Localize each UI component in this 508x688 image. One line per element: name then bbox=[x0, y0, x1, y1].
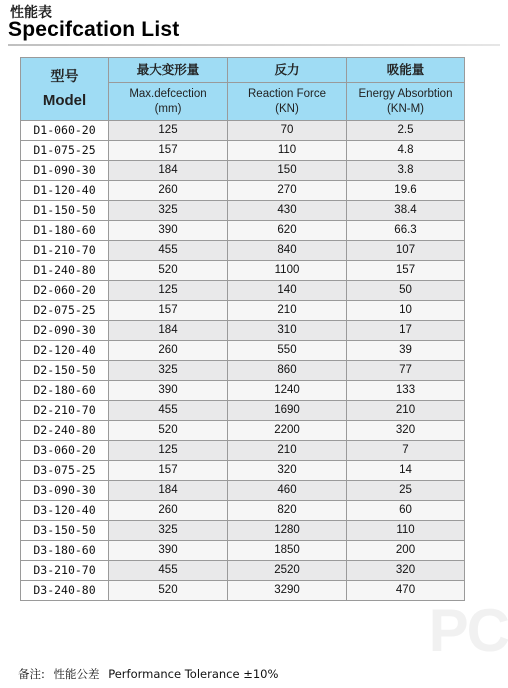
reaction-force-header-unit: (KN) bbox=[275, 102, 299, 115]
model-cell: D2-060-20 bbox=[21, 281, 109, 301]
note-label: 备注: bbox=[18, 667, 45, 681]
deflection-cell: 325 bbox=[109, 201, 228, 221]
energy-absorption-cell: 200 bbox=[347, 541, 465, 561]
table-row bbox=[21, 501, 465, 521]
model-column-header bbox=[21, 58, 109, 121]
table-row bbox=[21, 461, 465, 481]
deflection-cell: 184 bbox=[109, 321, 228, 341]
reaction-force-cell: 3290 bbox=[228, 581, 347, 601]
deflection-header-unit: (mm) bbox=[154, 102, 182, 115]
energy-absorption-cell: 66.3 bbox=[347, 221, 465, 241]
reaction-force-header-en bbox=[228, 83, 347, 121]
energy-absorption-cell: 60 bbox=[347, 501, 465, 521]
energy-absorption-cell: 110 bbox=[347, 521, 465, 541]
model-cell: D2-180-60 bbox=[21, 381, 109, 401]
model-cell: D2-150-50 bbox=[21, 361, 109, 381]
energy-absorption-cell: 17 bbox=[347, 321, 465, 341]
watermark: PC bbox=[428, 597, 508, 664]
deflection-cell: 325 bbox=[109, 361, 228, 381]
deflection-cell: 520 bbox=[109, 581, 228, 601]
tolerance-label-cn: 性能公差 bbox=[53, 667, 100, 681]
energy-absorption-cell: 320 bbox=[347, 421, 465, 441]
energy-absorption-cell: 210 bbox=[347, 401, 465, 421]
table-row bbox=[21, 301, 465, 321]
model-cell: D1-210-70 bbox=[21, 241, 109, 261]
reaction-force-cell: 270 bbox=[228, 181, 347, 201]
energy-absorption-cell: 3.8 bbox=[347, 161, 465, 181]
model-cell: D3-210-70 bbox=[21, 561, 109, 581]
energy-absorption-cell: 2.5 bbox=[347, 121, 465, 141]
model-cell: D2-075-25 bbox=[21, 301, 109, 321]
page-title: Specifcation List bbox=[8, 18, 180, 41]
table-row bbox=[21, 221, 465, 241]
reaction-force-cell: 460 bbox=[228, 481, 347, 501]
reaction-force-cell: 2520 bbox=[228, 561, 347, 581]
energy-absorption-cell: 39 bbox=[347, 341, 465, 361]
energy-absorption-cell: 77 bbox=[347, 361, 465, 381]
deflection-cell: 157 bbox=[109, 141, 228, 161]
deflection-cell: 520 bbox=[109, 421, 228, 441]
model-header-en: Model bbox=[42, 92, 87, 109]
table-row bbox=[21, 561, 465, 581]
model-cell: D2-240-80 bbox=[21, 421, 109, 441]
deflection-cell: 390 bbox=[109, 381, 228, 401]
table-header bbox=[21, 58, 465, 121]
page-title-cn: 性能表 bbox=[10, 5, 52, 21]
energy-absorption-cell: 10 bbox=[347, 301, 465, 321]
table-row bbox=[21, 161, 465, 181]
reaction-force-cell: 430 bbox=[228, 201, 347, 221]
table-row bbox=[21, 321, 465, 341]
table-row bbox=[21, 181, 465, 201]
model-cell: D3-150-50 bbox=[21, 521, 109, 541]
reaction-force-cell: 820 bbox=[228, 501, 347, 521]
reaction-force-cell: 1850 bbox=[228, 541, 347, 561]
energy-absorption-header-label: Energy Absorbtion bbox=[358, 87, 453, 100]
energy-absorption-cell: 133 bbox=[347, 381, 465, 401]
table-row bbox=[21, 201, 465, 221]
model-cell: D3-075-25 bbox=[21, 461, 109, 481]
table-row bbox=[21, 281, 465, 301]
energy-absorption-header-unit: (KN-M) bbox=[386, 102, 425, 115]
title-divider bbox=[8, 44, 500, 46]
specification-table bbox=[20, 57, 465, 601]
model-cell: D1-120-40 bbox=[21, 181, 109, 201]
table-row bbox=[21, 261, 465, 281]
reaction-force-cell: 150 bbox=[228, 161, 347, 181]
reaction-force-header-cn: 反力 bbox=[228, 58, 347, 83]
deflection-cell: 455 bbox=[109, 561, 228, 581]
tolerance-label-en: Performance Tolerance ±10% bbox=[108, 667, 279, 681]
model-cell: D1-090-30 bbox=[21, 161, 109, 181]
energy-absorption-cell: 470 bbox=[347, 581, 465, 601]
model-cell: D1-150-50 bbox=[21, 201, 109, 221]
deflection-cell: 125 bbox=[109, 441, 228, 461]
table-row bbox=[21, 241, 465, 261]
reaction-force-cell: 2200 bbox=[228, 421, 347, 441]
table-row bbox=[21, 521, 465, 541]
deflection-cell: 157 bbox=[109, 301, 228, 321]
deflection-cell: 390 bbox=[109, 221, 228, 241]
model-header-cn: 型号 bbox=[50, 69, 79, 85]
deflection-cell: 455 bbox=[109, 401, 228, 421]
reaction-force-cell: 210 bbox=[228, 301, 347, 321]
deflection-cell: 184 bbox=[109, 161, 228, 181]
reaction-force-cell: 840 bbox=[228, 241, 347, 261]
model-cell: D3-090-30 bbox=[21, 481, 109, 501]
footer-note bbox=[18, 666, 283, 682]
model-cell: D1-240-80 bbox=[21, 261, 109, 281]
table-row bbox=[21, 401, 465, 421]
table-row bbox=[21, 341, 465, 361]
reaction-force-cell: 1280 bbox=[228, 521, 347, 541]
deflection-header-label: Max.defcection bbox=[129, 87, 207, 100]
reaction-force-cell: 860 bbox=[228, 361, 347, 381]
energy-absorption-cell: 4.8 bbox=[347, 141, 465, 161]
energy-absorption-cell: 7 bbox=[347, 441, 465, 461]
table-row bbox=[21, 361, 465, 381]
table-row bbox=[21, 581, 465, 601]
reaction-force-header-label: Reaction Force bbox=[248, 87, 326, 100]
table-row bbox=[21, 541, 465, 561]
energy-absorption-cell: 19.6 bbox=[347, 181, 465, 201]
energy-absorption-cell: 50 bbox=[347, 281, 465, 301]
reaction-force-cell: 70 bbox=[228, 121, 347, 141]
reaction-force-cell: 310 bbox=[228, 321, 347, 341]
model-cell: D3-240-80 bbox=[21, 581, 109, 601]
deflection-cell: 157 bbox=[109, 461, 228, 481]
deflection-cell: 325 bbox=[109, 521, 228, 541]
deflection-cell: 125 bbox=[109, 121, 228, 141]
model-cell: D1-180-60 bbox=[21, 221, 109, 241]
energy-absorption-cell: 25 bbox=[347, 481, 465, 501]
deflection-cell: 260 bbox=[109, 501, 228, 521]
model-cell: D3-180-60 bbox=[21, 541, 109, 561]
reaction-force-cell: 1690 bbox=[228, 401, 347, 421]
model-cell: D2-090-30 bbox=[21, 321, 109, 341]
energy-absorption-cell: 38.4 bbox=[347, 201, 465, 221]
deflection-cell: 125 bbox=[109, 281, 228, 301]
reaction-force-cell: 1240 bbox=[228, 381, 347, 401]
reaction-force-cell: 110 bbox=[228, 141, 347, 161]
energy-absorption-cell: 157 bbox=[347, 261, 465, 281]
reaction-force-cell: 1100 bbox=[228, 261, 347, 281]
deflection-cell: 390 bbox=[109, 541, 228, 561]
energy-absorption-cell: 320 bbox=[347, 561, 465, 581]
model-cell: D3-060-20 bbox=[21, 441, 109, 461]
energy-absorption-cell: 107 bbox=[347, 241, 465, 261]
energy-absorption-header-en bbox=[347, 83, 465, 121]
model-cell: D1-075-25 bbox=[21, 141, 109, 161]
energy-absorption-header-cn: 吸能量 bbox=[347, 58, 465, 83]
energy-absorption-cell: 14 bbox=[347, 461, 465, 481]
reaction-force-cell: 620 bbox=[228, 221, 347, 241]
reaction-force-cell: 210 bbox=[228, 441, 347, 461]
deflection-cell: 455 bbox=[109, 241, 228, 261]
table-row bbox=[21, 121, 465, 141]
table-body bbox=[21, 121, 465, 601]
reaction-force-cell: 140 bbox=[228, 281, 347, 301]
table-row bbox=[21, 141, 465, 161]
model-cell: D3-120-40 bbox=[21, 501, 109, 521]
table-row bbox=[21, 421, 465, 441]
table-row bbox=[21, 441, 465, 461]
table-header-row-cn bbox=[21, 58, 465, 83]
model-cell: D2-120-40 bbox=[21, 341, 109, 361]
reaction-force-cell: 550 bbox=[228, 341, 347, 361]
table-row bbox=[21, 381, 465, 401]
reaction-force-cell: 320 bbox=[228, 461, 347, 481]
model-cell: D2-210-70 bbox=[21, 401, 109, 421]
table-row bbox=[21, 481, 465, 501]
deflection-cell: 260 bbox=[109, 181, 228, 201]
deflection-cell: 520 bbox=[109, 261, 228, 281]
deflection-header-cn: 最大变形量 bbox=[109, 58, 228, 83]
deflection-cell: 260 bbox=[109, 341, 228, 361]
model-cell: D1-060-20 bbox=[21, 121, 109, 141]
deflection-header-en bbox=[109, 83, 228, 121]
deflection-cell: 184 bbox=[109, 481, 228, 501]
